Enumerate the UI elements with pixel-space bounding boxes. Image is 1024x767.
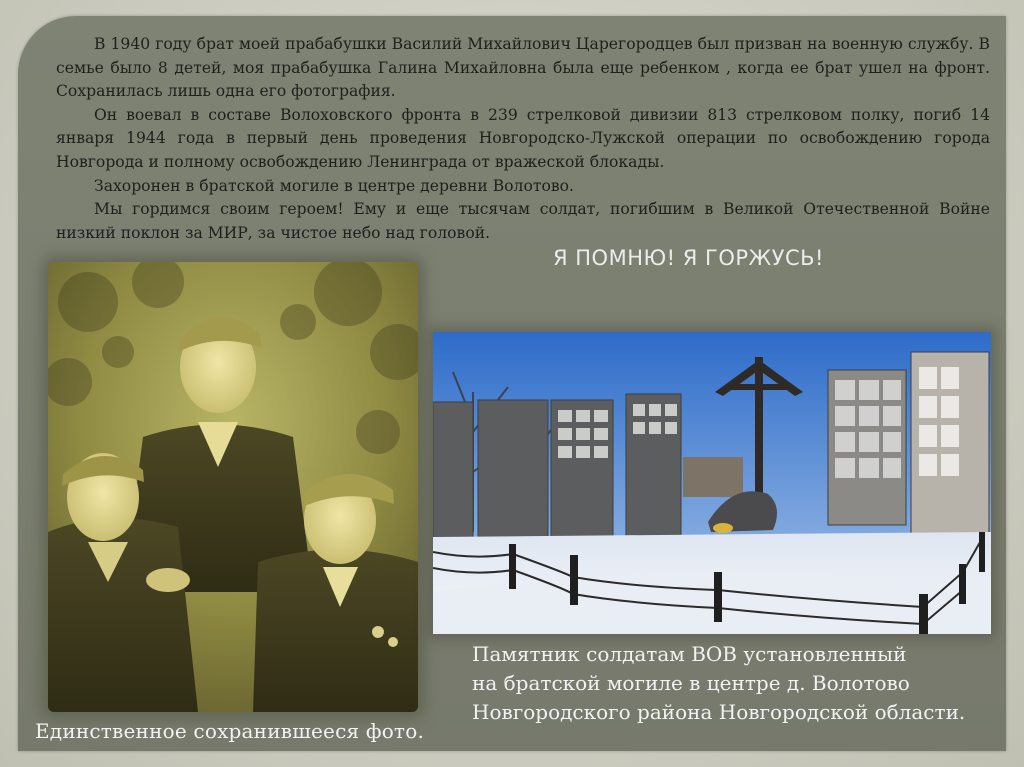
memorial-photo [433, 332, 991, 634]
memorial-caption [472, 640, 965, 727]
story-paragraph-2: Он воевал в составе Волоховского фронта в 239 стрелковой дивизии 813 стрелковом полку, погиб 14 января 1944 года в первый день проведения Новгородско-Лужской операции по освобождению города Новгорода и полному освобождению Ленинграда от вражеской блокады. [56, 105, 990, 171]
story-paragraph-1: В 1940 году брат моей прабабушки Василий Михайлович Царегородцев был призван на военную службу. В семье было 8 детей, моя прабабушка Галина Михайловна была еще ребенком , когда ее брат ушел на фронт. Сохранилась лишь одна его фотография. [56, 35, 990, 101]
story-paragraph-3: Захоронен в братской могиле в центре деревни Волотово. [94, 176, 574, 195]
memorial-caption-line-2: на братской могиле в центре д. Волотово [472, 671, 910, 695]
memorial-caption-line-3: Новгородского района Новгородской области. [472, 700, 966, 724]
family-photo-image [48, 262, 418, 712]
memorial-caption-line-1: Памятник солдатам ВОВ установленный [472, 642, 907, 666]
story-text [56, 33, 990, 245]
memorial-photo-image [433, 332, 991, 634]
photo-caption: Единственное сохранившееся фото. [35, 719, 424, 743]
slogan: Я ПОМНЮ! Я ГОРЖУСЬ! [553, 246, 824, 270]
story-paragraph-4: Мы гордимся своим героем! Ему и еще тысячам солдат, погибшим в Великой Отечественной Войне низкий поклон за МИР, за чистое небо над головой. [56, 200, 990, 242]
family-photo [48, 262, 418, 712]
